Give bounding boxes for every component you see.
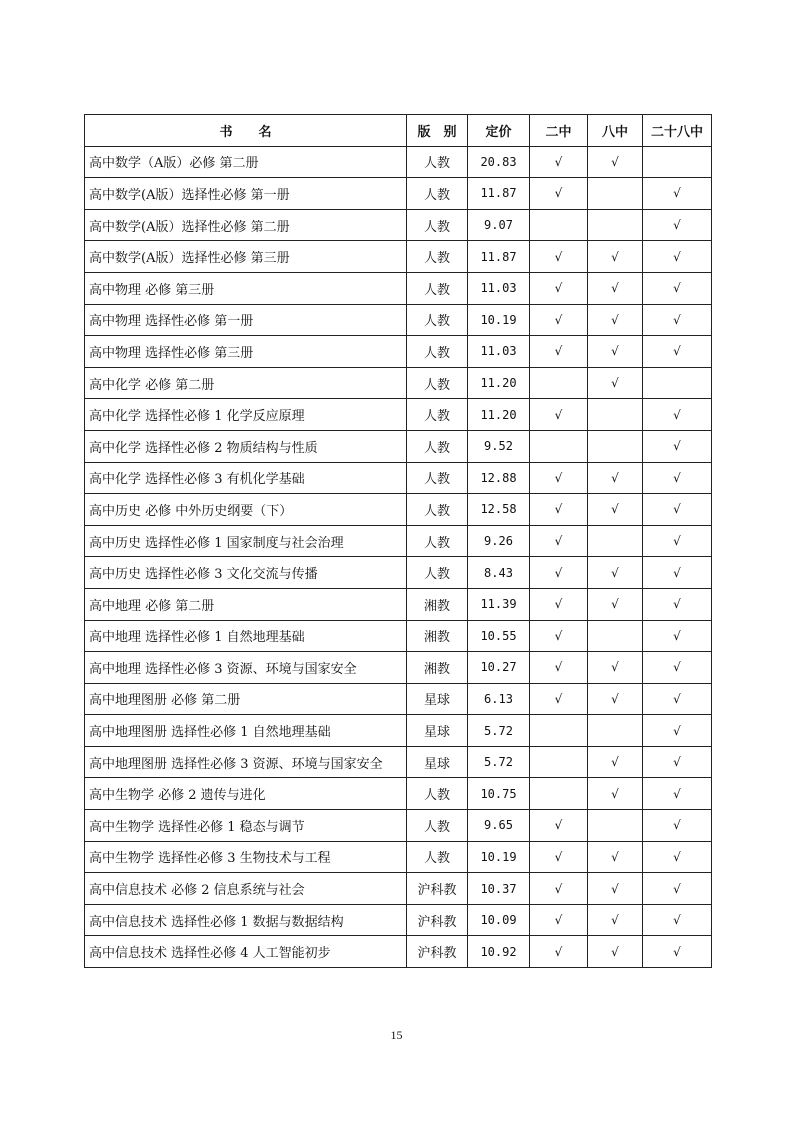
school-28-check-cell: √ xyxy=(643,936,712,968)
book-title-cell: 高中物理 选择性必修 第三册 xyxy=(85,336,407,368)
school-8-check-cell: √ xyxy=(588,272,643,304)
header-school-2: 二中 xyxy=(530,115,588,147)
price-cell: 11.87 xyxy=(468,178,530,210)
price-cell: 20.83 xyxy=(468,146,530,178)
book-title-cell: 高中化学 必修 第二册 xyxy=(85,367,407,399)
edition-cell: 人教 xyxy=(407,778,468,810)
table-row xyxy=(85,778,712,810)
school-8-check-cell: √ xyxy=(588,746,643,778)
school-2-check-cell: √ xyxy=(530,841,588,873)
price-cell: 9.52 xyxy=(468,430,530,462)
price-cell: 10.37 xyxy=(468,873,530,905)
book-title-cell: 高中历史 选择性必修 1 国家制度与社会治理 xyxy=(85,525,407,557)
school-28-check-cell: √ xyxy=(643,746,712,778)
book-title-cell: 高中地理图册 必修 第二册 xyxy=(85,683,407,715)
school-28-check-cell: √ xyxy=(643,620,712,652)
table-row xyxy=(85,525,712,557)
edition-cell: 沪科教 xyxy=(407,873,468,905)
table-row xyxy=(85,178,712,210)
price-cell: 10.75 xyxy=(468,778,530,810)
edition-cell: 人教 xyxy=(407,525,468,557)
edition-cell: 人教 xyxy=(407,430,468,462)
school-2-check-cell: √ xyxy=(530,936,588,968)
edition-cell: 人教 xyxy=(407,462,468,494)
school-8-check-cell xyxy=(588,810,643,842)
school-28-check-cell: √ xyxy=(643,715,712,747)
edition-cell: 星球 xyxy=(407,715,468,747)
edition-cell: 人教 xyxy=(407,304,468,336)
price-cell: 5.72 xyxy=(468,715,530,747)
edition-cell: 星球 xyxy=(407,746,468,778)
school-2-check-cell: √ xyxy=(530,873,588,905)
school-2-check-cell xyxy=(530,367,588,399)
edition-cell: 人教 xyxy=(407,841,468,873)
school-28-check-cell: √ xyxy=(643,304,712,336)
book-title-cell: 高中地理 选择性必修 3 资源、环境与国家安全 xyxy=(85,652,407,684)
school-8-check-cell xyxy=(588,209,643,241)
book-title-cell: 高中信息技术 选择性必修 4 人工智能初步 xyxy=(85,936,407,968)
table-row xyxy=(85,715,712,747)
school-28-check-cell: √ xyxy=(643,810,712,842)
school-28-check-cell: √ xyxy=(643,778,712,810)
school-2-check-cell xyxy=(530,430,588,462)
book-title-cell: 高中地理图册 选择性必修 1 自然地理基础 xyxy=(85,715,407,747)
table-row xyxy=(85,904,712,936)
edition-cell: 人教 xyxy=(407,272,468,304)
edition-cell: 人教 xyxy=(407,146,468,178)
school-8-check-cell: √ xyxy=(588,304,643,336)
book-title-cell: 高中地理 选择性必修 1 自然地理基础 xyxy=(85,620,407,652)
school-2-check-cell: √ xyxy=(530,178,588,210)
price-cell: 10.09 xyxy=(468,904,530,936)
price-cell: 12.88 xyxy=(468,462,530,494)
table-row xyxy=(85,399,712,431)
school-28-check-cell: √ xyxy=(643,494,712,526)
edition-cell: 人教 xyxy=(407,494,468,526)
school-28-check-cell: √ xyxy=(643,841,712,873)
table-row xyxy=(85,209,712,241)
book-title-cell: 高中化学 选择性必修 2 物质结构与性质 xyxy=(85,430,407,462)
school-2-check-cell: √ xyxy=(530,336,588,368)
school-28-check-cell: √ xyxy=(643,241,712,273)
textbook-table xyxy=(84,114,712,968)
school-8-check-cell: √ xyxy=(588,241,643,273)
school-8-check-cell xyxy=(588,399,643,431)
school-8-check-cell: √ xyxy=(588,778,643,810)
price-cell: 10.55 xyxy=(468,620,530,652)
book-title-cell: 高中信息技术 必修 2 信息系统与社会 xyxy=(85,873,407,905)
school-8-check-cell: √ xyxy=(588,904,643,936)
book-title-cell: 高中历史 必修 中外历史纲要（下） xyxy=(85,494,407,526)
price-cell: 11.20 xyxy=(468,399,530,431)
edition-cell: 人教 xyxy=(407,178,468,210)
school-8-check-cell xyxy=(588,620,643,652)
school-2-check-cell: √ xyxy=(530,241,588,273)
table-body xyxy=(85,146,712,967)
school-2-check-cell: √ xyxy=(530,304,588,336)
price-cell: 11.03 xyxy=(468,272,530,304)
price-cell: 6.13 xyxy=(468,683,530,715)
book-title-cell: 高中数学(A版）选择性必修 第三册 xyxy=(85,241,407,273)
school-8-check-cell: √ xyxy=(588,683,643,715)
school-8-check-cell: √ xyxy=(588,873,643,905)
table-row xyxy=(85,304,712,336)
price-cell: 9.65 xyxy=(468,810,530,842)
price-cell: 12.58 xyxy=(468,494,530,526)
book-title-cell: 高中地理图册 选择性必修 3 资源、环境与国家安全 xyxy=(85,746,407,778)
price-cell: 11.39 xyxy=(468,588,530,620)
school-8-check-cell xyxy=(588,715,643,747)
header-title: 书 名 xyxy=(85,115,407,147)
school-2-check-cell: √ xyxy=(530,652,588,684)
school-8-check-cell: √ xyxy=(588,146,643,178)
price-cell: 11.20 xyxy=(468,367,530,399)
school-28-check-cell xyxy=(643,146,712,178)
book-title-cell: 高中生物学 选择性必修 3 生物技术与工程 xyxy=(85,841,407,873)
table-row xyxy=(85,272,712,304)
table-row xyxy=(85,336,712,368)
school-2-check-cell: √ xyxy=(530,810,588,842)
page-number: 15 xyxy=(390,1028,403,1042)
school-2-check-cell: √ xyxy=(530,620,588,652)
school-28-check-cell: √ xyxy=(643,904,712,936)
school-2-check-cell: √ xyxy=(530,557,588,589)
school-2-check-cell: √ xyxy=(530,494,588,526)
book-title-cell: 高中物理 选择性必修 第一册 xyxy=(85,304,407,336)
school-8-check-cell xyxy=(588,525,643,557)
edition-cell: 沪科教 xyxy=(407,904,468,936)
school-2-check-cell: √ xyxy=(530,146,588,178)
school-28-check-cell xyxy=(643,367,712,399)
school-8-check-cell: √ xyxy=(588,557,643,589)
school-28-check-cell: √ xyxy=(643,683,712,715)
school-8-check-cell: √ xyxy=(588,841,643,873)
table-row xyxy=(85,841,712,873)
edition-cell: 人教 xyxy=(407,336,468,368)
school-2-check-cell xyxy=(530,778,588,810)
book-title-cell: 高中地理 必修 第二册 xyxy=(85,588,407,620)
school-2-check-cell xyxy=(530,209,588,241)
book-title-cell: 高中信息技术 选择性必修 1 数据与数据结构 xyxy=(85,904,407,936)
price-cell: 10.92 xyxy=(468,936,530,968)
school-28-check-cell: √ xyxy=(643,272,712,304)
school-2-check-cell: √ xyxy=(530,588,588,620)
school-2-check-cell: √ xyxy=(530,272,588,304)
school-28-check-cell: √ xyxy=(643,430,712,462)
table-row xyxy=(85,936,712,968)
header-school-28: 二十八中 xyxy=(643,115,712,147)
school-2-check-cell xyxy=(530,715,588,747)
book-title-cell: 高中生物学 必修 2 遗传与进化 xyxy=(85,778,407,810)
school-2-check-cell: √ xyxy=(530,683,588,715)
book-title-cell: 高中生物学 选择性必修 1 稳态与调节 xyxy=(85,810,407,842)
book-title-cell: 高中化学 选择性必修 3 有机化学基础 xyxy=(85,462,407,494)
book-title-cell: 高中数学（A版）必修 第二册 xyxy=(85,146,407,178)
edition-cell: 沪科教 xyxy=(407,936,468,968)
price-cell: 9.07 xyxy=(468,209,530,241)
price-cell: 9.26 xyxy=(468,525,530,557)
table-row xyxy=(85,683,712,715)
school-28-check-cell: √ xyxy=(643,178,712,210)
table-header-row xyxy=(85,115,712,147)
book-title-cell: 高中数学(A版）选择性必修 第一册 xyxy=(85,178,407,210)
price-cell: 10.19 xyxy=(468,841,530,873)
table-row xyxy=(85,557,712,589)
edition-cell: 人教 xyxy=(407,810,468,842)
school-8-check-cell: √ xyxy=(588,588,643,620)
book-title-cell: 高中化学 选择性必修 1 化学反应原理 xyxy=(85,399,407,431)
school-28-check-cell: √ xyxy=(643,209,712,241)
school-8-check-cell xyxy=(588,430,643,462)
table-row xyxy=(85,620,712,652)
book-title-cell: 高中物理 必修 第三册 xyxy=(85,272,407,304)
school-8-check-cell: √ xyxy=(588,367,643,399)
edition-cell: 人教 xyxy=(407,209,468,241)
price-cell: 11.03 xyxy=(468,336,530,368)
school-8-check-cell: √ xyxy=(588,936,643,968)
book-title-cell: 高中历史 选择性必修 3 文化交流与传播 xyxy=(85,557,407,589)
school-2-check-cell: √ xyxy=(530,399,588,431)
edition-cell: 湘教 xyxy=(407,620,468,652)
school-28-check-cell: √ xyxy=(643,525,712,557)
header-school-8: 八中 xyxy=(588,115,643,147)
header-price: 定价 xyxy=(468,115,530,147)
table-row xyxy=(85,367,712,399)
table-row xyxy=(85,494,712,526)
table-row xyxy=(85,873,712,905)
school-2-check-cell xyxy=(530,746,588,778)
book-title-cell: 高中数学(A版）选择性必修 第二册 xyxy=(85,209,407,241)
edition-cell: 人教 xyxy=(407,557,468,589)
header-edition: 版 别 xyxy=(407,115,468,147)
edition-cell: 湘教 xyxy=(407,652,468,684)
school-28-check-cell: √ xyxy=(643,336,712,368)
edition-cell: 人教 xyxy=(407,399,468,431)
school-8-check-cell: √ xyxy=(588,494,643,526)
price-cell: 5.72 xyxy=(468,746,530,778)
school-2-check-cell: √ xyxy=(530,525,588,557)
school-2-check-cell: √ xyxy=(530,904,588,936)
table-row xyxy=(85,652,712,684)
table-row xyxy=(85,810,712,842)
school-8-check-cell: √ xyxy=(588,462,643,494)
table-row xyxy=(85,430,712,462)
school-28-check-cell: √ xyxy=(643,873,712,905)
school-28-check-cell: √ xyxy=(643,399,712,431)
price-cell: 10.27 xyxy=(468,652,530,684)
school-2-check-cell: √ xyxy=(530,462,588,494)
edition-cell: 星球 xyxy=(407,683,468,715)
table-row xyxy=(85,746,712,778)
table-row xyxy=(85,462,712,494)
edition-cell: 人教 xyxy=(407,367,468,399)
edition-cell: 人教 xyxy=(407,241,468,273)
price-cell: 10.19 xyxy=(468,304,530,336)
school-28-check-cell: √ xyxy=(643,652,712,684)
price-cell: 11.87 xyxy=(468,241,530,273)
table-row xyxy=(85,146,712,178)
table-row xyxy=(85,588,712,620)
edition-cell: 湘教 xyxy=(407,588,468,620)
school-28-check-cell: √ xyxy=(643,462,712,494)
school-8-check-cell: √ xyxy=(588,652,643,684)
table-row xyxy=(85,241,712,273)
school-28-check-cell: √ xyxy=(643,588,712,620)
price-cell: 8.43 xyxy=(468,557,530,589)
school-8-check-cell xyxy=(588,178,643,210)
school-28-check-cell: √ xyxy=(643,557,712,589)
school-8-check-cell: √ xyxy=(588,336,643,368)
